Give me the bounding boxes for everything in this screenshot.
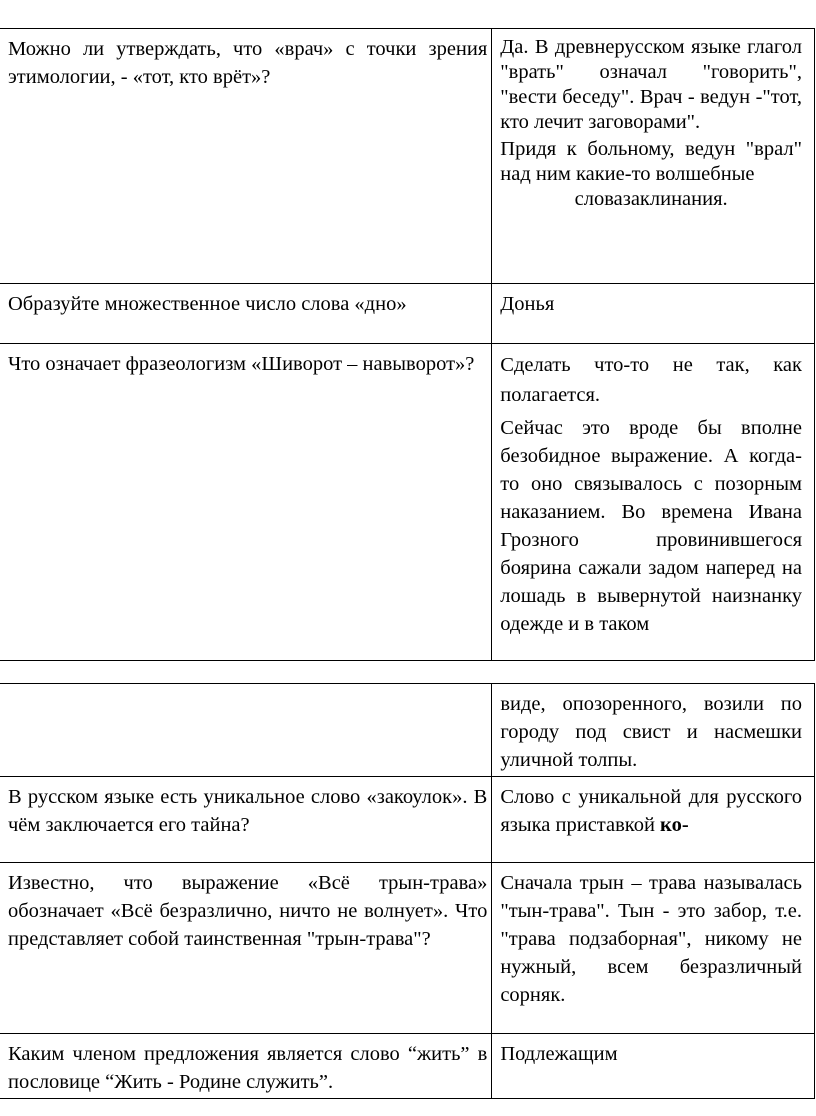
answer-cell: [492, 344, 815, 661]
table-row: [0, 29, 815, 284]
qa-table-1: [0, 28, 815, 661]
answer-text: Сделать что-то не так, как полагается.: [500, 354, 802, 406]
question-cell: [0, 29, 492, 284]
answer-prefix-bold: ко-: [660, 814, 689, 836]
answer-text: виде, опозоренного, возили по городу под свист и насмешки уличной толпы.: [500, 693, 802, 771]
answer-text: Сначала трын – трава называлась "тын-трава". Тын - это забор, т.е. "трава подзаборная", никому не нужный, всем безразличный сорняк.: [500, 872, 802, 1006]
table-row: [0, 863, 815, 1034]
answer-text: словазаклинания.: [574, 188, 728, 210]
table-row: [0, 777, 815, 863]
table-row: [0, 344, 815, 661]
table-row: [0, 684, 815, 777]
question-cell: [0, 684, 492, 777]
table-row: [0, 1034, 815, 1099]
answer-text: Придя к больному, ведун "врал" над ним какие-то волшебные: [500, 138, 802, 185]
question-text: Известно, что выражение «Всё трын-трава» обозначает «Всё безразлично, ничто не волнует». Что представляет собой таинственная "трын-трава"?: [8, 872, 488, 950]
answer-text: Подлежащим: [500, 1043, 618, 1065]
question-cell: [0, 284, 492, 344]
qa-table-2: [0, 683, 815, 1099]
question-text: Можно ли утверждать, что «врач» с точки зрения этимологии, - «тот, кто врёт»?: [8, 38, 488, 88]
answer-cell: [492, 29, 815, 284]
question-cell: [0, 863, 492, 1034]
answer-text: Да. В древнерусском языке глагол "врать" означал "говорить", "вести беседу". Врач - ведун -"тот, кто лечит заговорами".: [500, 36, 802, 133]
question-text: Каким членом предложения является слово “жить” в пословице “Жить - Родине служить”.: [8, 1043, 488, 1093]
question-cell: [0, 777, 492, 863]
answer-text: Донья: [500, 293, 555, 315]
answer-cell: [492, 863, 815, 1034]
table-row: [0, 284, 815, 344]
answer-cell: [492, 1034, 815, 1099]
question-text: Что означает фразеологизм «Шиворот – навыворот»?: [8, 353, 475, 375]
answer-cell: [492, 684, 815, 777]
question-cell: [0, 1034, 492, 1099]
question-text: В русском языке есть уникальное слово «закоулок». В чём заключается его тайна?: [8, 786, 488, 836]
question-text: Образуйте множественное число слова «дно»: [8, 293, 407, 315]
answer-text: Слово с уникальной для русского языка приставкой: [500, 786, 802, 836]
answer-cell: [492, 284, 815, 344]
answer-cell: [492, 777, 815, 863]
question-cell: [0, 344, 492, 661]
answer-text: Сейчас это вроде бы вполне безобидное выражение. А когда-то оно связывалось с позорным наказанием. Во времена Ивана Грозного провинившегося боярина сажали задом наперед на лошадь в вывернутой наизнанку одежде и в таком: [500, 417, 802, 635]
